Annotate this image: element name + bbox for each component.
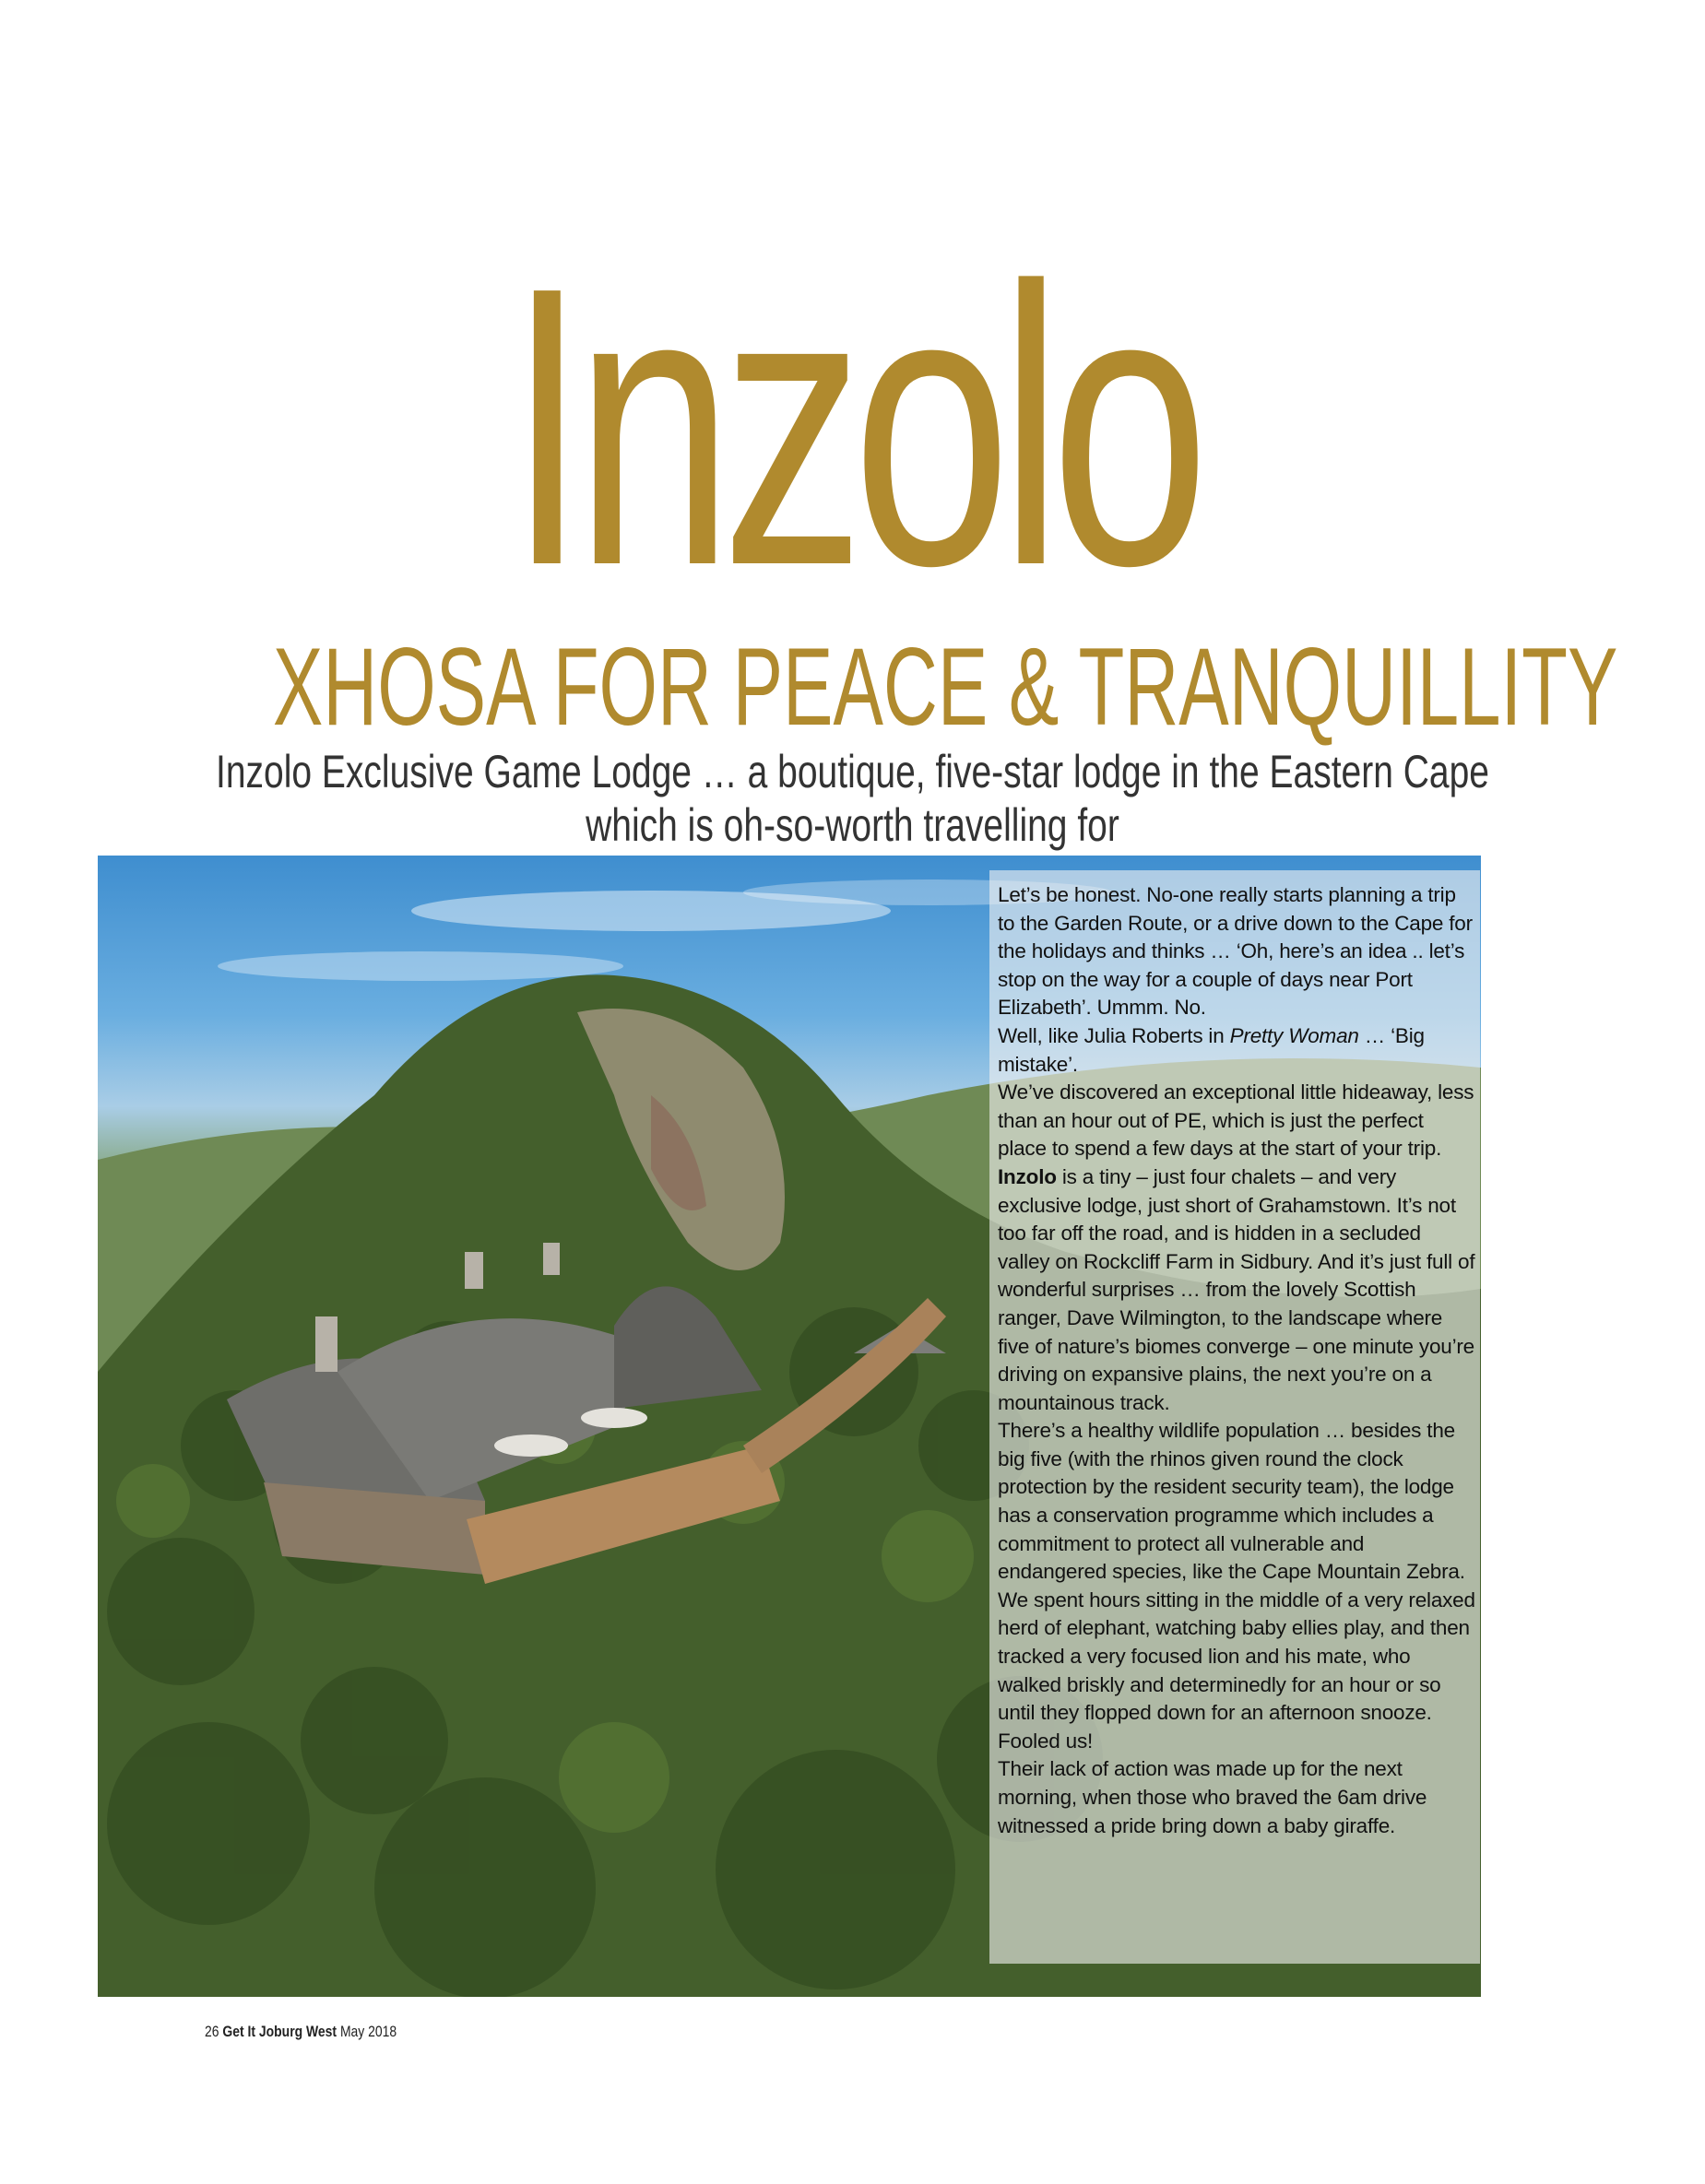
paragraph-2-before: Well, like Julia Roberts in — [998, 1023, 1230, 1047]
paragraph-3: We’ve discovered an exceptional little hideaway, less than an hour out of PE, which is just the perfect place to spend a few days at the start of your trip. — [998, 1080, 1474, 1161]
article-subtitle: XHOSA FOR PEACE & TRANQUILLITY — [272, 625, 1618, 749]
standfirst-line-1: Inzolo Exclusive Game Lodge … a boutique, five-star lodge in the Eastern Cape — [216, 746, 1489, 797]
paragraph-2-after: … ‘Big mistake’. — [998, 1023, 1425, 1076]
paragraph-4 — [998, 1163, 1477, 1417]
film-title: Pretty Woman — [1229, 1023, 1359, 1047]
paragraph-1: Let’s be honest. No-one really starts planning a trip to the Garden Route, or a drive down to the Cape for the holidays and thinks … ‘Oh, here’s an idea .. let’s stop on the way for a couple of days near Port Elizabeth’. Ummm. No. — [998, 883, 1473, 1020]
article-title: Inzolo — [507, 206, 1198, 648]
issue-date: May 2018 — [339, 2023, 397, 2040]
paragraph-4-rest: is a tiny – just four chalets – and very exclusive lodge, just short of Grahamstown. It’s not too far off the road, and is hidden in a secluded valley on Rockcliff Farm in Sidbury. And it’s just full of wonderful surprises … from the lovely Scottish ranger, Dave Wilmington, to the landscape where five of nature’s biomes converge – one minute you’re driving on expansive plains, the next you’re on a mountainous track. — [998, 1164, 1475, 1414]
lodge-name: Inzolo — [998, 1164, 1057, 1188]
paragraph-7: Their lack of action was made up for the next morning, when those who braved the 6am drive witnessed a pride bring down a baby giraffe. — [998, 1757, 1427, 1837]
article-body — [998, 881, 1477, 1840]
page-number: 26 — [205, 2023, 219, 2040]
page-footer — [205, 2023, 397, 2041]
publication-name: Get It Joburg West — [222, 2023, 337, 2040]
paragraph-5: There’s a healthy wildlife population … besides the big five (with the rhinos given round the clock protection by the resident security team), the lodge has a conservation programme which includes a commitment to protect all vulnerable and endangered species, like the Cape Mountain Zebra. — [998, 1419, 1465, 1584]
paragraph-2 — [998, 1022, 1477, 1079]
standfirst-line-2: which is oh-so-worth travelling for — [586, 799, 1119, 851]
standfirst — [187, 745, 1517, 852]
paragraph-6: We spent hours sitting in the middle of a very relaxed herd of elephant, watching baby ellies play, and then tracked a very focused lion and his mate, who walked briskly and determinedly for an hour or so until they flopped down for an afternoon snooze. Fooled us! — [998, 1588, 1475, 1753]
